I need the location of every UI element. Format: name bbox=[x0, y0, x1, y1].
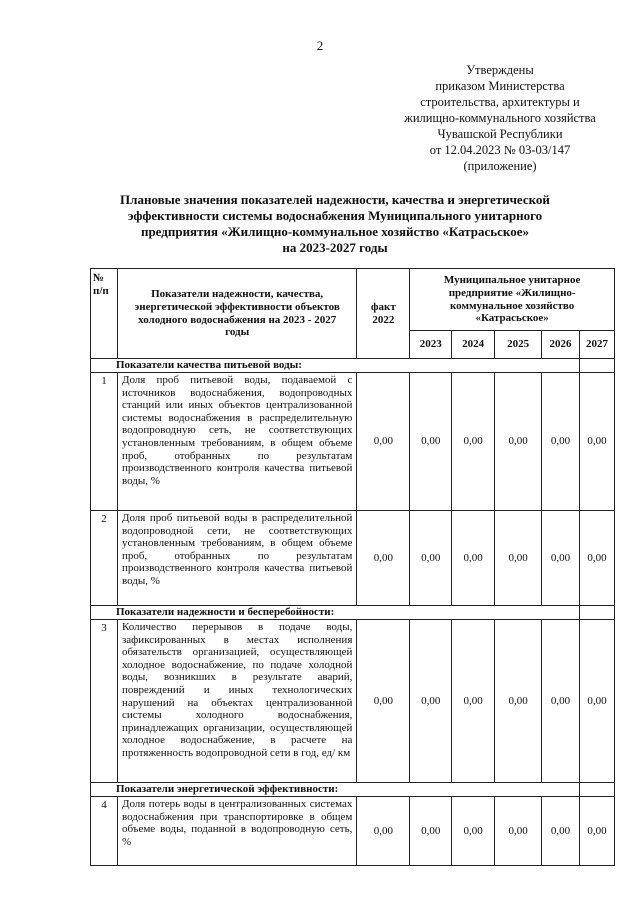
header-year: 2027 bbox=[579, 331, 614, 359]
row-number: 3 bbox=[91, 620, 118, 783]
empty-cell bbox=[579, 783, 614, 797]
value-cell: 0,00 bbox=[579, 797, 614, 866]
value-cell: 0,00 bbox=[579, 620, 614, 783]
row-number: 1 bbox=[91, 373, 118, 511]
value-cell: 0,00 bbox=[357, 373, 410, 511]
title-line: Плановые значения показателей надежности, качества и энергетической bbox=[120, 192, 550, 207]
value-cell: 0,00 bbox=[410, 620, 452, 783]
header-num: № п/п bbox=[91, 269, 118, 359]
value-cell: 0,00 bbox=[579, 373, 614, 511]
section-row bbox=[91, 783, 615, 797]
document-title bbox=[100, 192, 570, 256]
approval-line: Чувашской Республики bbox=[437, 127, 563, 141]
table-row bbox=[91, 373, 615, 511]
value-cell: 0,00 bbox=[452, 797, 495, 866]
value-cell: 0,00 bbox=[542, 620, 580, 783]
value-cell: 0,00 bbox=[542, 511, 580, 606]
section-title: Показатели качества питьевой воды: bbox=[91, 359, 580, 373]
approval-line: приказом Министерства bbox=[435, 79, 565, 93]
empty-cell bbox=[579, 359, 614, 373]
indicator-text: Доля потерь воды в централизованных системах водоснабжения при транспортировке в общем объеме воды, поданной в водопроводную сеть, % bbox=[117, 797, 356, 866]
indicator-text: Количество перерывов в подаче воды, зафиксированных в местах исполнения обязательств организацией, осуществляющей холодное водоснабжение, по подаче холодной воды, возникших в результате аварий, повреждений и иных технологических нарушений на объектах централизованной системы холодного водоснабжения, принадлежащих организации, осуществляющей холодное водоснабжение, в расчете на протяженность водопроводной сети в год, ед/ км bbox=[117, 620, 356, 783]
table-row bbox=[91, 511, 615, 606]
value-cell: 0,00 bbox=[452, 373, 495, 511]
section-title: Показатели энергетической эффективности: bbox=[91, 783, 580, 797]
header-year: 2026 bbox=[542, 331, 580, 359]
section-title: Показатели надежности и бесперебойности: bbox=[91, 606, 580, 620]
header-year: 2025 bbox=[495, 331, 542, 359]
approval-line: (приложение) bbox=[463, 159, 537, 173]
page-number: 2 bbox=[316, 38, 324, 53]
header-organization: Муниципальное унитарное предприятие «Жилищно-коммунальное хозяйство «Катрасьское» bbox=[410, 269, 615, 331]
approval-line: Утверждены bbox=[466, 63, 534, 77]
value-cell: 0,00 bbox=[452, 511, 495, 606]
empty-cell bbox=[579, 606, 614, 620]
value-cell: 0,00 bbox=[452, 620, 495, 783]
approval-line: от 12.04.2023 № 03-03/147 bbox=[429, 143, 571, 157]
title-line: на 2023-2027 годы bbox=[282, 240, 388, 255]
value-cell: 0,00 bbox=[579, 511, 614, 606]
table-row bbox=[91, 620, 615, 783]
indicator-text: Доля проб питьевой воды, подаваемой с источников водоснабжения, водопроводных станций или иных объектов централизованной системы водоснабжения в распределительную водопроводную сеть, не соответствующих установленным требованиям, в общем объеме проб, отобранных по результатам производственного контроля качества питьевой воды, % bbox=[117, 373, 356, 511]
row-number: 4 bbox=[91, 797, 118, 866]
value-cell: 0,00 bbox=[357, 511, 410, 606]
value-cell: 0,00 bbox=[542, 373, 580, 511]
value-cell: 0,00 bbox=[357, 620, 410, 783]
header-fact: факт 2022 bbox=[357, 269, 410, 359]
value-cell: 0,00 bbox=[495, 511, 542, 606]
header-year: 2024 bbox=[452, 331, 495, 359]
section-row bbox=[91, 359, 615, 373]
table-row bbox=[91, 797, 615, 866]
title-line: эффективности системы водоснабжения Муниципального унитарного bbox=[127, 208, 543, 223]
value-cell: 0,00 bbox=[495, 373, 542, 511]
header-indicator: Показатели надежности, качества, энергетической эффективности объектов холодного водоснабжения на 2023 - 2027 годы bbox=[117, 269, 356, 359]
indicator-text: Доля проб питьевой воды в распределительной водопроводной сети, не соответствующих установленным требованиям, в общем объеме проб, отобранных по результатам производственного контроля качества питьевой воды, % bbox=[117, 511, 356, 606]
value-cell: 0,00 bbox=[410, 511, 452, 606]
value-cell: 0,00 bbox=[542, 797, 580, 866]
approval-block bbox=[380, 62, 620, 174]
approval-line: жилищно-коммунального хозяйства bbox=[404, 111, 596, 125]
value-cell: 0,00 bbox=[357, 797, 410, 866]
section-row bbox=[91, 606, 615, 620]
value-cell: 0,00 bbox=[495, 620, 542, 783]
value-cell: 0,00 bbox=[410, 797, 452, 866]
row-number: 2 bbox=[91, 511, 118, 606]
value-cell: 0,00 bbox=[410, 373, 452, 511]
title-line: предприятия «Жилищно-коммунальное хозяйство «Катрасьское» bbox=[140, 224, 530, 239]
approval-line: строительства, архитектуры и bbox=[420, 95, 580, 109]
header-year: 2023 bbox=[410, 331, 452, 359]
indicators-table bbox=[90, 268, 615, 866]
value-cell: 0,00 bbox=[495, 797, 542, 866]
